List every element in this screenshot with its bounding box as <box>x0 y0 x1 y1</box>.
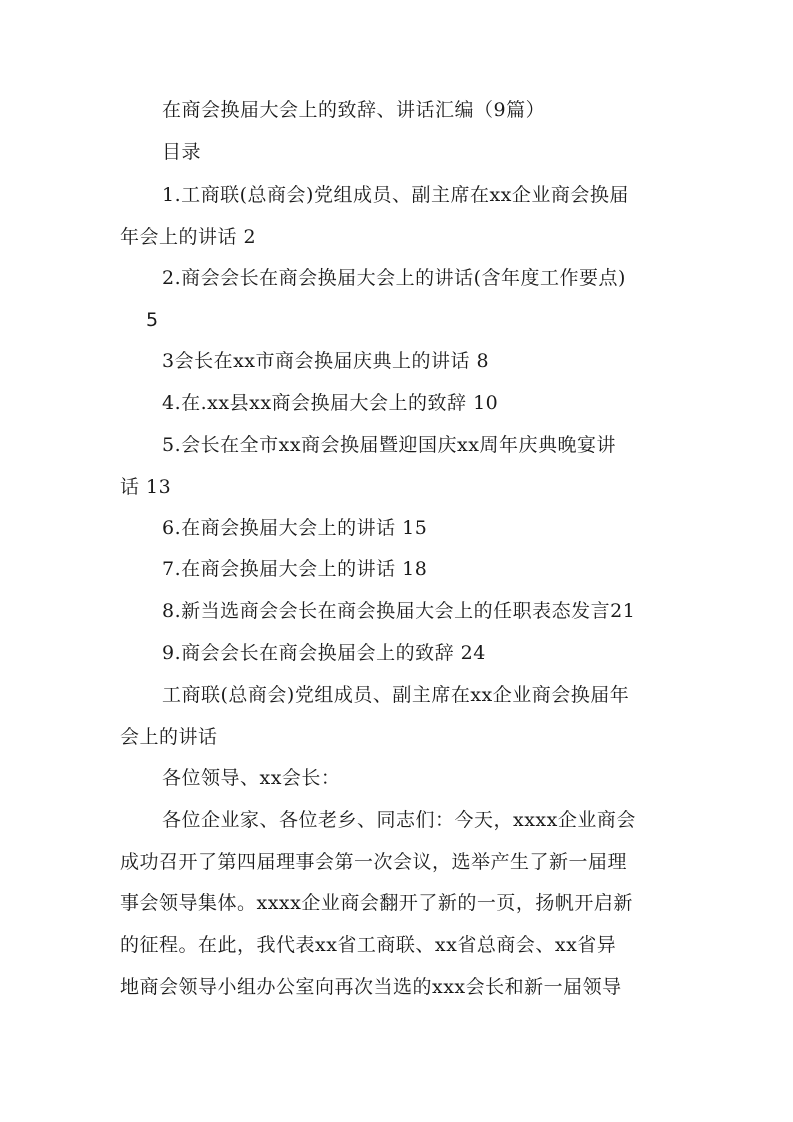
toc-item-2-line-1: 2.商会会长在商会换届大会上的讲话(含年度工作要点) <box>162 267 626 289</box>
section-title-line-1: 工商联(总商会)党组成员、副主席在xx企业商会换届年 <box>162 684 630 706</box>
section-title-line-2: 会上的讲话 <box>120 726 218 748</box>
toc-item-5-line-2: 话 13 <box>120 476 172 498</box>
document-title: 在商会换届大会上的致辞、讲话汇编（9篇） <box>162 99 546 121</box>
toc-item-5-line-1: 5.会长在全市xx商会换届暨迎国庆xx周年庆典晚宴讲 <box>162 434 616 456</box>
toc-item-3: 3会长在xx市商会换届庆典上的讲话 8 <box>162 350 490 372</box>
toc-item-6: 6.在商会换届大会上的讲话 15 <box>162 517 428 539</box>
toc-item-9: 9.商会会长在商会换届会上的致辞 24 <box>162 642 486 664</box>
toc-item-4: 4.在.xx县xx商会换届大会上的致辞 10 <box>162 392 499 414</box>
toc-item-1-line-2: 年会上的讲话 2 <box>120 226 257 248</box>
body-line-4: 的征程。在此，我代表xx省工商联、xx省总商会、xx省异 <box>120 934 617 956</box>
toc-item-8: 8.新当选商会会长在商会换届大会上的任职表态发言21 <box>162 600 636 622</box>
toc-item-2-line-2: 5 <box>146 309 159 331</box>
toc-item-1-line-1: 1.工商联(总商会)党组成员、副主席在xx企业商会换届 <box>162 184 629 206</box>
body-line-3: 事会领导集体。xxxx企业商会翻开了新的一页，扬帆开启新 <box>120 892 633 914</box>
body-line-5: 地商会领导小组办公室向再次当选的xxx会长和新一届领导 <box>120 976 622 998</box>
body-line-2: 成功召开了第四届理事会第一次会议，选举产生了新一届理 <box>120 851 628 873</box>
body-line-1: 各位企业家、各位老乡、同志们：今天，xxxx企业商会 <box>162 809 636 831</box>
toc-item-7: 7.在商会换届大会上的讲话 18 <box>162 558 428 580</box>
toc-heading: 目录 <box>162 141 202 163</box>
salutation: 各位领导、xx会长： <box>162 767 341 789</box>
